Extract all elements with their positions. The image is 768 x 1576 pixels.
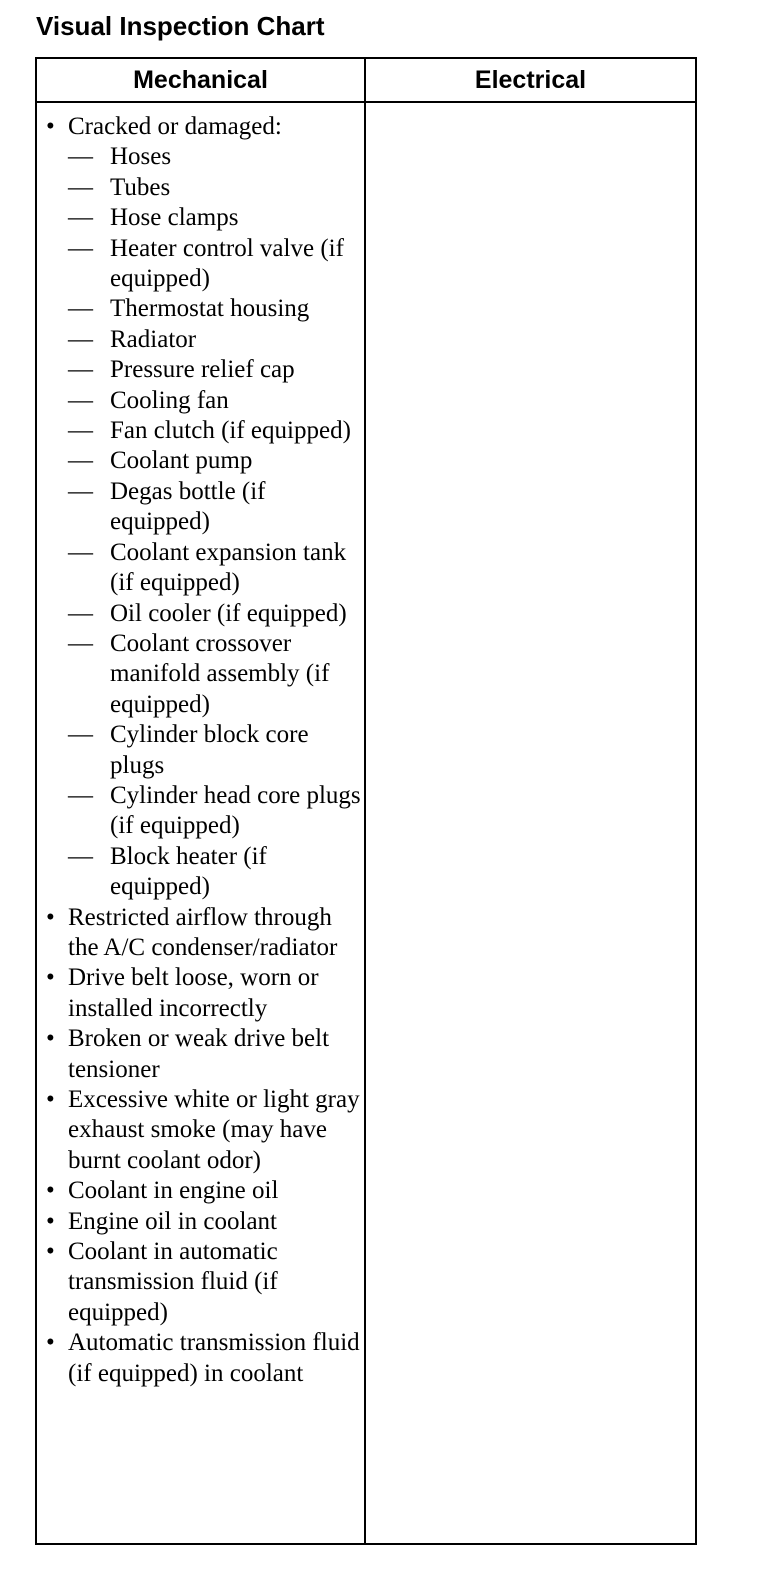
sub-list-item — [68, 842, 364, 903]
bullet-icon: • — [46, 1086, 55, 1113]
sub-list-item — [68, 234, 364, 295]
dash-icon: — — [68, 417, 93, 445]
list-item — [46, 1024, 364, 1085]
list-item-text: Restricted airflow through the A/C condenser/radiator — [68, 903, 338, 961]
list-item-text: Excessive white or light gray exhaust smoke (may have burnt coolant odor) — [68, 1086, 360, 1174]
sub-list-item — [68, 203, 364, 233]
sub-list-item — [68, 599, 364, 629]
sub-list-item-text: Pressure relief cap — [110, 356, 295, 384]
sub-list-item-text: Coolant expansion tank (if equipped) — [110, 538, 347, 597]
list-item — [46, 1176, 364, 1206]
dash-icon: — — [68, 447, 93, 475]
dash-icon: — — [68, 143, 93, 171]
sub-list-item-text: Hoses — [110, 143, 172, 171]
bullet-icon: • — [46, 964, 55, 992]
column-header-mechanical: Mechanical — [37, 59, 366, 101]
sub-list-item-text: Thermostat housing — [110, 295, 310, 323]
list-item-text: Cracked or damaged: — [68, 113, 282, 140]
list-item-text: Automatic transmission fluid (if equipped) in coolant — [68, 1329, 360, 1387]
bullet-icon: • — [46, 1025, 55, 1053]
list-item — [46, 1207, 364, 1237]
dash-icon: — — [68, 173, 93, 201]
dash-icon: — — [68, 325, 93, 353]
list-item-text: Broken or weak drive belt tensioner — [68, 1025, 330, 1083]
bullet-icon: • — [46, 1177, 55, 1205]
sub-list-item-text: Tubes — [110, 173, 171, 201]
dash-icon: — — [68, 386, 93, 414]
table-body-row — [37, 103, 695, 1543]
chart-title: Visual Inspection Chart — [36, 11, 325, 41]
sub-list-item — [68, 386, 364, 416]
dash-icon: — — [68, 721, 93, 749]
sub-list-item — [68, 720, 364, 781]
sub-list-item — [68, 446, 364, 476]
sub-list-item-text: Cylinder head core plugs (if equipped) — [110, 781, 361, 840]
list-item — [46, 963, 364, 1024]
list-item — [46, 1085, 364, 1176]
inspection-table — [35, 57, 697, 1545]
list-item — [46, 112, 364, 903]
bullet-icon: • — [46, 113, 55, 140]
bullet-icon: • — [46, 1238, 55, 1266]
sub-list-item-text: Oil cooler (if equipped) — [110, 599, 347, 627]
dash-icon: — — [68, 599, 93, 627]
sub-list-item-text: Hose clamps — [110, 204, 239, 232]
bullet-icon: • — [46, 1207, 55, 1235]
sub-list-item — [68, 416, 364, 446]
mechanical-cell — [37, 103, 366, 1543]
dash-icon: — — [68, 204, 93, 232]
sub-list-item — [68, 173, 364, 203]
sub-list-item — [68, 781, 364, 842]
dash-icon: — — [68, 842, 93, 870]
table-header-row — [37, 59, 695, 103]
damaged-components-list — [68, 142, 364, 902]
list-item-text: Coolant in engine oil — [68, 1177, 279, 1205]
sub-list-item-text: Degas bottle (if equipped) — [110, 477, 266, 536]
dash-icon: — — [68, 295, 93, 323]
sub-list-item-text: Radiator — [110, 325, 197, 353]
sub-list-item-text: Heater control valve (if equipped) — [110, 234, 344, 293]
sub-list-item-text: Cylinder block core plugs — [110, 721, 309, 779]
sub-list-item — [68, 538, 364, 599]
electrical-cell — [366, 103, 695, 1543]
bullet-icon: • — [46, 1329, 55, 1357]
list-item — [46, 1237, 364, 1328]
sub-list-item-text: Fan clutch (if equipped) — [110, 417, 351, 445]
dash-icon: — — [68, 629, 93, 657]
sub-list-item-text: Cooling fan — [110, 386, 229, 414]
sub-list-item — [68, 355, 364, 385]
sub-list-item — [68, 629, 364, 720]
list-item-text: Coolant in automatic transmission fluid (if equipped) — [68, 1238, 278, 1326]
list-item-text: Engine oil in coolant — [68, 1207, 277, 1235]
dash-icon: — — [68, 477, 93, 505]
column-header-electrical: Electrical — [474, 66, 587, 94]
dash-icon: — — [68, 234, 93, 262]
sub-list-item — [68, 294, 364, 324]
list-item-text: Drive belt loose, worn or installed incorrectly — [68, 964, 319, 1022]
sub-list-item-text: Block heater (if equipped) — [110, 842, 267, 901]
sub-list-item — [68, 325, 364, 355]
sub-list-item — [68, 142, 364, 172]
dash-icon: — — [68, 538, 93, 566]
sub-list-item-text: Coolant crossover manifold assembly (if equipped) — [110, 629, 330, 718]
bullet-icon: • — [46, 903, 55, 931]
list-item — [46, 903, 364, 964]
dash-icon: — — [68, 356, 93, 384]
mechanical-list — [37, 103, 364, 1389]
list-item — [46, 1328, 364, 1389]
sub-list-item — [68, 477, 364, 538]
dash-icon: — — [68, 781, 93, 809]
sub-list-item-text: Coolant pump — [110, 447, 253, 475]
